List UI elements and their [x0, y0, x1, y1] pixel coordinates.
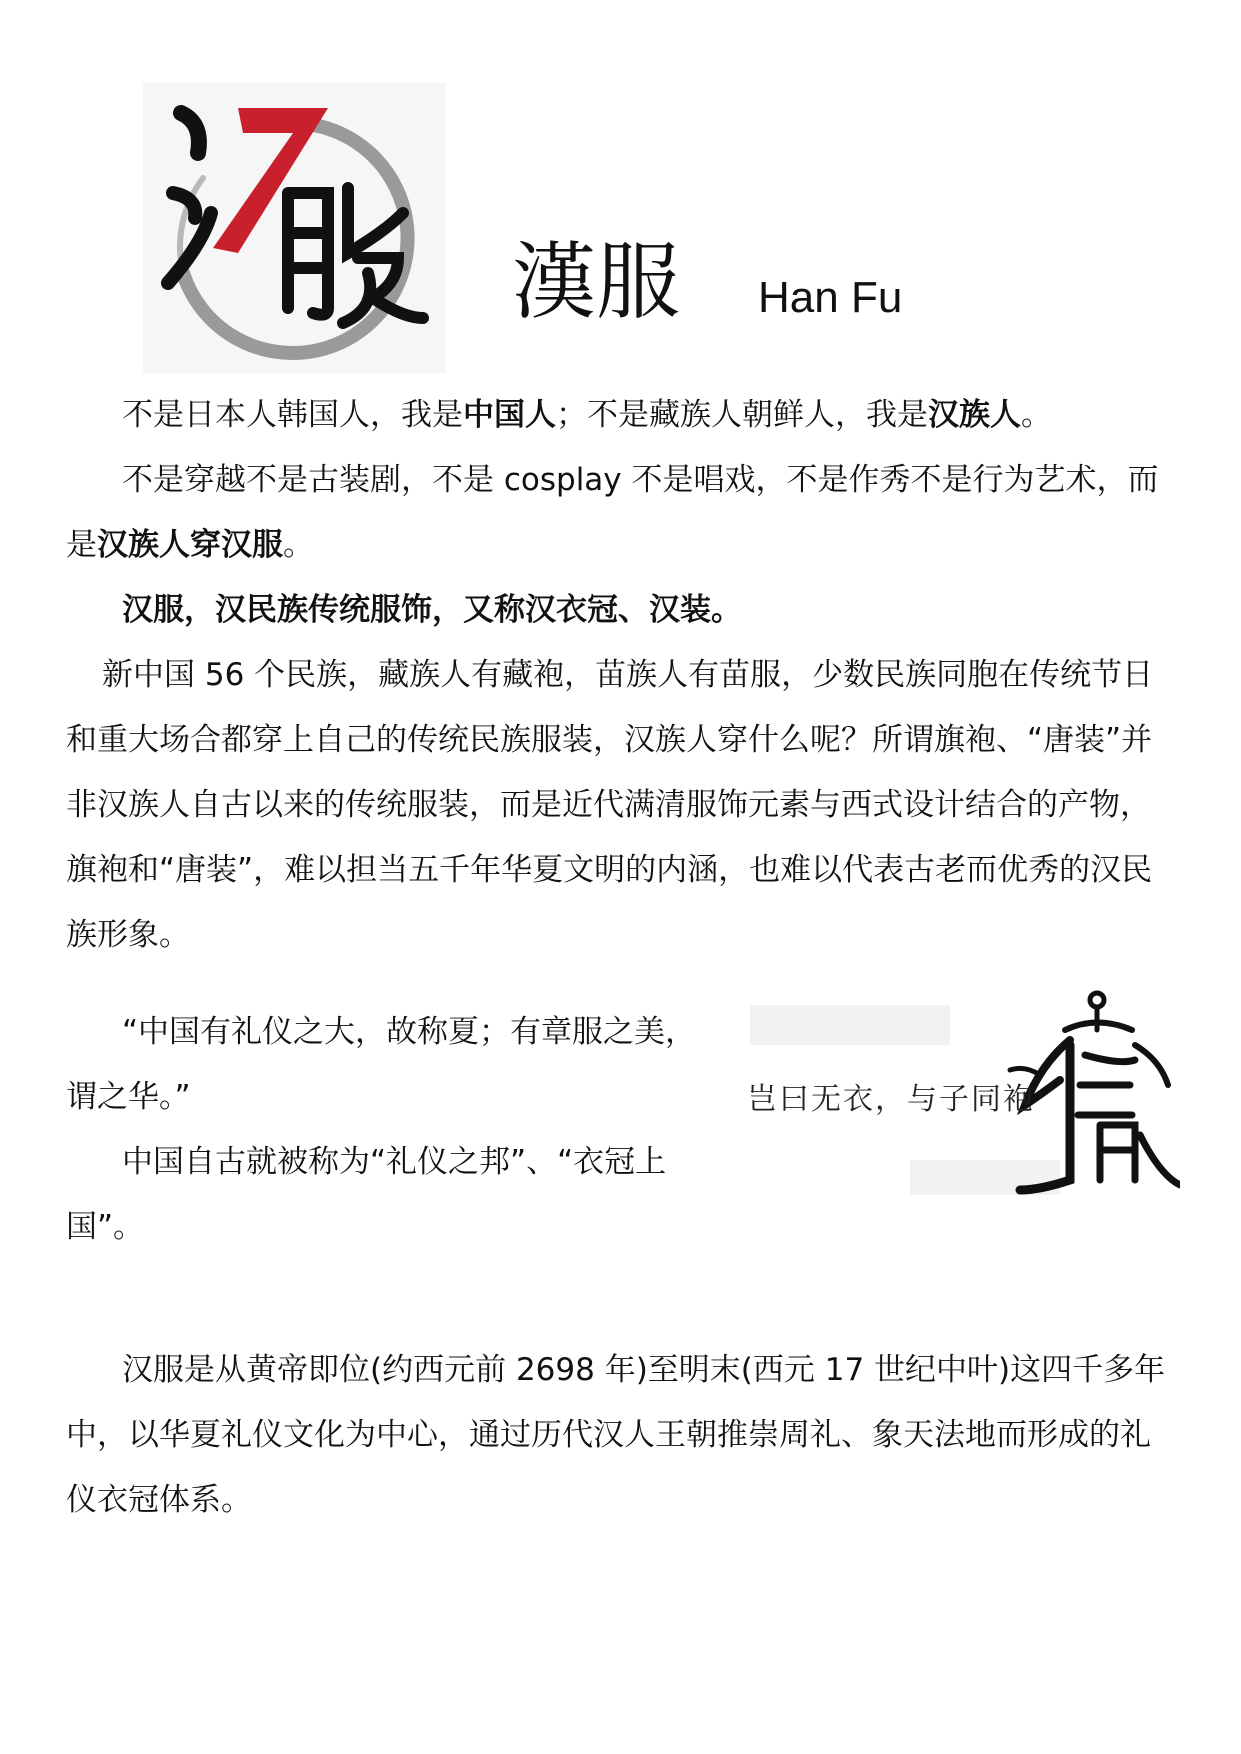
p2-pre: 不是穿越不是古装剧，不是 cosplay 不是唱戏，不是作秀不是行为艺术，而是 [66, 462, 1159, 563]
paragraph-identity [66, 383, 1176, 448]
p1-bold-chinese: 中国人 [463, 397, 556, 433]
paragraph-quote: “中国有礼仪之大，故称夏；有章服之美，谓之华。” [66, 1014, 697, 1115]
p1-end: 。 [1021, 397, 1052, 433]
page-title-english: Han Fu [758, 273, 903, 322]
p2-bold: 汉族人穿汉服 [97, 527, 283, 563]
page-title-chinese: 漢服 [512, 233, 681, 331]
p1-pre: 不是日本人韩国人，我是 [122, 397, 463, 433]
hanfu-logo [143, 83, 446, 373]
paragraph-history: 汉服是从黄帝即位(约西元前 2698 年)至明末(西元 17 世纪中叶)这四千多年中，以华夏礼仪文化为中心，通过历代汉人王朝推崇周礼、象天法地而形成的礼仪衣冠体系。 [66, 1352, 1166, 1518]
p1-bold-han: 汉族人 [928, 397, 1021, 433]
paragraph-not-costume [66, 448, 1176, 578]
side-image-caption: 岂曰无衣，与子同袍 [747, 1082, 1035, 1117]
paragraph-land-of-rites: 中国自古就被称为“礼仪之邦”、“衣冠上国”。 [66, 1144, 667, 1245]
p1-mid: ；不是藏族人朝鲜人，我是 [556, 397, 928, 433]
p2-end: 。 [283, 527, 314, 563]
paragraph-definition: 汉服，汉民族传统服饰，又称汉衣冠、汉装。 [122, 592, 742, 628]
paragraph-ethnic-dress: 新中国 56 个民族，藏族人有藏袍，苗族人有苗服，少数民族同胞在传统节日和重大场合都穿上自己的传统民族服装，汉族人穿什么呢？所谓旗袍、“唐装”并非汉族人自古以来的传统服装，而是近代满清服饰元素与西式设计结合的产物，旗袍和“唐装”，难以担当五千年华夏文明的内涵，也难以代表古老而优秀的汉民族形象。 [66, 657, 1154, 953]
